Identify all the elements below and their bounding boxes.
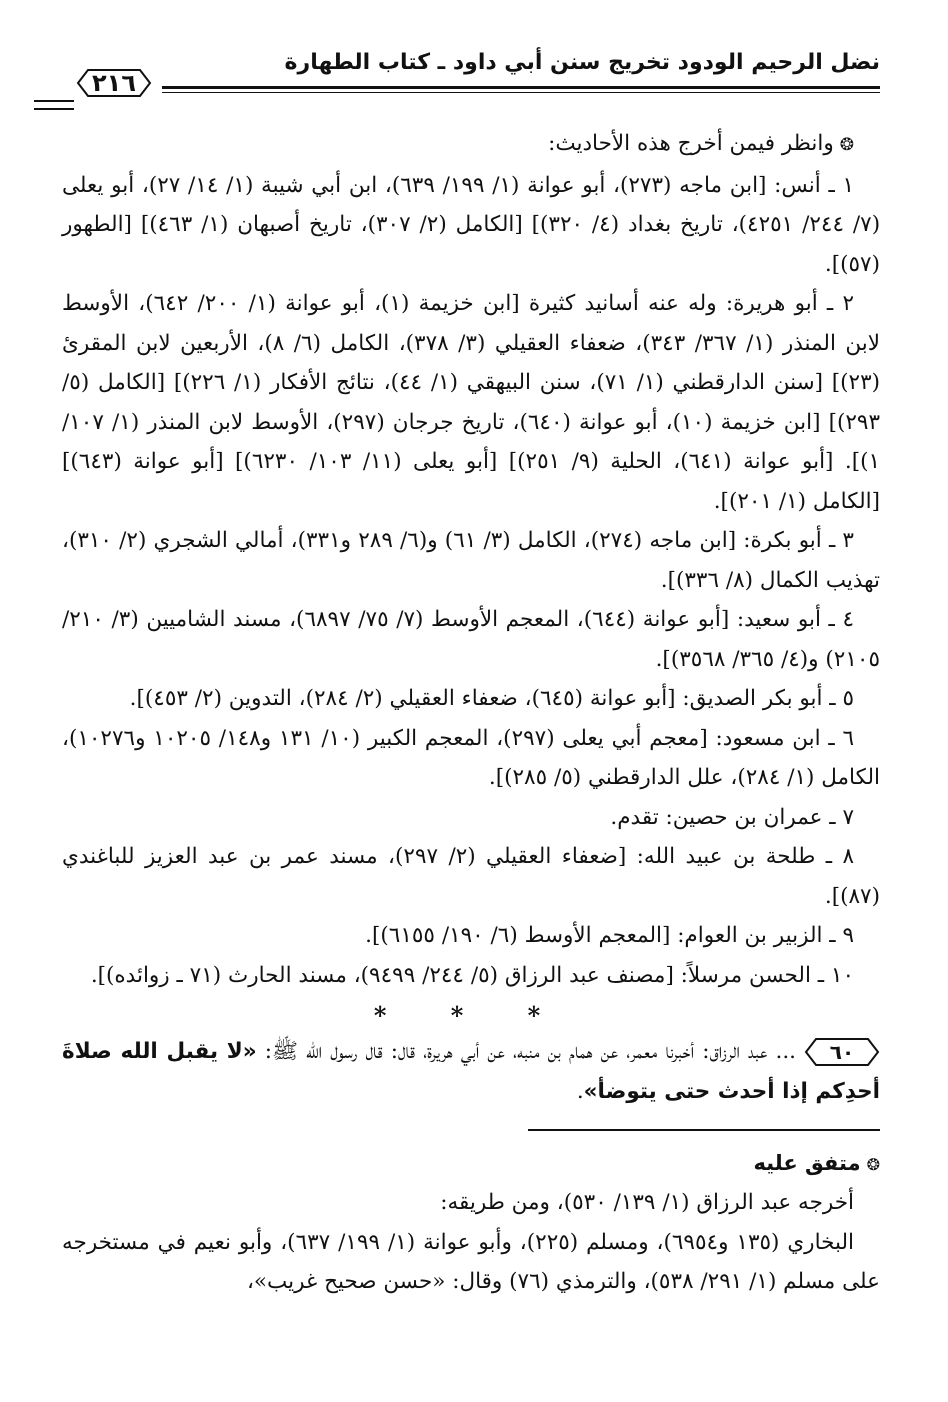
page-number-label: ٢١٦ — [92, 69, 136, 97]
section-heading — [62, 1145, 880, 1183]
hadith-number — [804, 1036, 880, 1068]
list-item: ٨ ـ طلحة بن عبيد الله: [ضعفاء العقيلي (٢/ ٢٩٧)، مسند عمر بن عبد العزيز للباغندي (٨٧)]. — [62, 844, 880, 909]
list-item: ٣ ـ أبو بكرة: [ابن ماجه (٢٧٤)، الكامل (٣/ ٦١) و(٦/ ٢٨٩ و٣٣١)، أمالي الشجري (٢/ ٣١٠)، تهذيب الكمال (٨/ ٣٣٦)]. — [62, 528, 880, 593]
list-item: ١٠ ـ الحسن مرسلاً: [مصنف عبد الرزاق (٥/ ٢٤٤/ ٩٤٩٩)، مسند الحارث (٧١ ـ زوائده)]. — [90, 962, 854, 988]
bullet-icon: ❂ — [839, 135, 854, 155]
list-item: ٦ ـ ابن مسعود: [معجم أبي يعلى (٢٩٧)، المعجم الكبير (١٠/ ١٣١ و١٤٨/ ١٠٢٠٥ و١٠٢٧٦)، الكامل (١/ ٢٨٤)، علل الدارقطني (٥/ ٢٨٥)]. — [62, 725, 880, 790]
page-number — [76, 66, 152, 100]
running-title: نضل الرحيم الودود تخريج سنن أبي داود ـ كتاب الطهارة — [284, 50, 880, 75]
hadith-isnad: ... عبد الرزاق: أخبرنا معمر، عن همام بن منبه، عن أبي هريرة، قال: قال رسول الله ﷺ: — [256, 1039, 796, 1064]
section-paragraph: البخاري (١٣٥ و٦٩٥٤)، ومسلم (٢٢٥)، وأبو عوانة (١/ ١٩٩/ ٦٣٧)، وأبو نعيم في مستخرجه على مسلم (١/ ٢٩١/ ٥٣٨)، والترمذي (٧٦) وقال: «حسن صحيح غريب»، — [62, 1229, 880, 1294]
page-header — [62, 46, 880, 98]
section-title: متفق عليه — [753, 1151, 861, 1175]
list-item: ٤ ـ أبو سعيد: [أبو عوانة (٦٤٤)، المعجم الأوسط (٧/ ٧٥/ ٦٨٩٧)، مسند الشاميين (٣/ ٢١٠/ ٢١٠٥) و(٤/ ٣٦٥/ ٣٥٦٨)]. — [62, 607, 880, 672]
list-item: ١ ـ أنس: [ابن ماجه (٢٧٣)، أبو عوانة (١/ ١٩٩/ ٦٣٩)، ابن أبي شيبة (١/ ١٤/ ٢٧)، أبو يعلى (٧/ ٢٤٤/ ٤٢٥١)، تاريخ بغداد (٤/ ٣٢٠)] [الكامل (٢/ ٣٠٧)، تاريخ أصبهان (١/ ٤٦٣)] [الطهور (٥٧)]. — [62, 172, 881, 277]
header-rule — [162, 86, 880, 89]
hadith-end: . — [576, 1078, 584, 1104]
list-item: ٩ ـ الزبير بن العوام: [المعجم الأوسط (٦/ ١٩٠/ ٦١٥٥)]. — [365, 923, 854, 948]
separator-stars: * * * — [373, 1001, 569, 1030]
intro-text: وانظر فيمن أخرج هذه الأحاديث: — [548, 131, 834, 156]
footnote-divider — [528, 1129, 880, 1131]
hadith-matn: «لا يقبل الله صلاةَ أحدِكم إذا أحدث حتى يتوضأ» — [62, 1039, 880, 1104]
hadith-text — [62, 1032, 880, 1111]
page — [62, 46, 880, 1366]
intro-line — [62, 124, 880, 166]
list-item: ٧ ـ عمران بن حصين: تقدم. — [610, 804, 854, 830]
list-item: ٥ ـ أبو بكر الصديق: [أبو عوانة (٦٤٥)، ضعفاء العقيلي (٢/ ٢٨٤)، التدوين (٢/ ٤٥٣)]. — [129, 686, 854, 711]
list-item: ٢ ـ أبو هريرة: وله عنه أسانيد كثيرة [ابن خزيمة (١)، أبو عوانة (١/ ٢٠٠/ ٦٤٢)، الأوسط لابن المنذر (١/ ٣٦٧/ ٣٤٣)، ضعفاء العقيلي (٣/ ٣٧٨)، الكامل (٦/ ٨)، الأربعين لابن المقرئ (٢٣)] [سنن الدارقطني (١/ ٧١)، سنن البيهقي (١/ ٤٤)، نتائج الأفكار (١/ ٢٢٦)] [الكامل (٥/ ٢٩٣)] [ابن خزيمة (١٠)، أبو عوانة (٦٤٠)، تاريخ جرجان (٢٩٧)، الأوسط لابن المنذر (١/ ١٠٧/ ١)]. [أبو عوانة (٦٤١)، الحلية (٩/ ٢٥١)] [أبو يعلى (١١/ ١٠٣/ ٦٢٣٠)] [أبو عوانة (٦٤٣)] [الكامل (١/ ٢٠١)]. — [62, 291, 881, 514]
hadith-number-label: ٦٠ — [829, 1040, 855, 1064]
section-paragraph: أخرجه عبد الرزاق (١/ ١٣٩/ ٥٣٠)، ومن طريقه: — [440, 1190, 854, 1215]
page-number-lines — [34, 100, 74, 110]
section-bullet-icon: ❂ — [866, 1155, 880, 1174]
header-rule-thin — [162, 92, 880, 93]
